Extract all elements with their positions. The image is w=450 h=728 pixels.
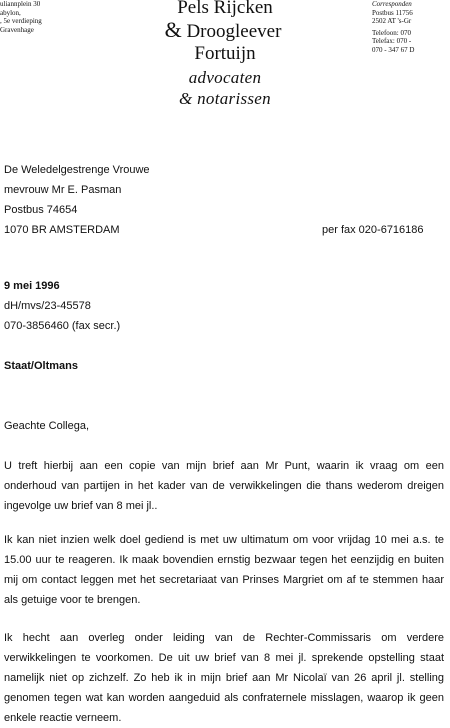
- recipient-line: Postbus 74654: [4, 204, 78, 216]
- correspondence-label: Corresponden: [372, 0, 412, 8]
- recipient-line: De Weledelgestrenge Vrouwe: [4, 164, 150, 176]
- paragraph-1: U treft hierbij aan een copie van mijn brief aan Mr Punt, waarin ik vraag om een onderhoud van partijen in het kader van de verwikkelingen die thans wederom dreigen ingevolge uw brief van 8 mei jl..: [4, 460, 444, 512]
- letterhead: [0, 0, 450, 109]
- letter-subject: Staat/Oltmans: [4, 360, 78, 372]
- paragraph-3: Ik hecht aan overleg onder leiding van de Rechter-Commissaris om verdere verwikkelingen te voorkomen. De uit uw brief van 8 mei jl. sprekende opstelling staat namelijk niet op zichzelf. Zo heb ik in mijn brief aan Mr Nicolaï van 26 april jl. stelling genomen tegen wat kan worden aangeduid als confraternele misslagen, waarop ik geen enkele reactie verneem.: [4, 632, 444, 724]
- address-line: Gravenhage: [0, 25, 34, 34]
- letter-reference: dH/mvs/23-45578: [4, 300, 91, 312]
- recipient-line: mevrouw Mr E. Pasman: [4, 184, 122, 196]
- address-line: 070 - 347 67 D: [372, 45, 415, 54]
- letter-date: 9 mei 1996: [4, 280, 60, 292]
- letterhead-line2-row: [0, 19, 450, 43]
- letter-phone: 070-3856460 (fax secr.): [4, 320, 121, 332]
- address-line: abylon,: [0, 8, 21, 17]
- letterhead-tagline1: advocaten: [188, 68, 262, 87]
- address-line: , 5e verdieping: [0, 17, 42, 25]
- recipient-line: 1070 BR AMSTERDAM: [4, 224, 120, 236]
- salutation: Geachte Collega,: [4, 420, 89, 432]
- address-line: 2502 AT 's-Gr: [372, 17, 412, 25]
- address-line: Telefoon: 070: [372, 28, 411, 37]
- letterhead-line1: Pels Rijcken: [177, 0, 273, 18]
- address-line: Postbus 11756: [372, 8, 413, 17]
- fax-number: per fax 020-6716186: [322, 224, 424, 236]
- letterhead-line3: Fortuijn: [194, 43, 256, 64]
- letterhead-tagline2: & notarissen: [179, 89, 271, 108]
- letterhead-line2: Droogleever: [186, 21, 282, 42]
- letter-meta: [4, 276, 120, 336]
- letterhead-ampersand: &: [164, 17, 182, 42]
- address-line: Telefax: 070 -: [372, 37, 412, 45]
- recipient-address: [4, 160, 150, 240]
- address-line: uliannplein 30: [0, 0, 41, 8]
- paragraph-2: Ik kan niet inzien welk doel gediend is met uw ultimatum om voor vrijdag 10 mei a.s. te 15.00 uur te reageren. Ik maak bovendien ernstig bezwaar tegen het eenzijdig en buiten mij om contact leggen met het secretariaat van Prinses Margriet om af te stemmen haar als getuige voor te brengen.: [4, 534, 444, 606]
